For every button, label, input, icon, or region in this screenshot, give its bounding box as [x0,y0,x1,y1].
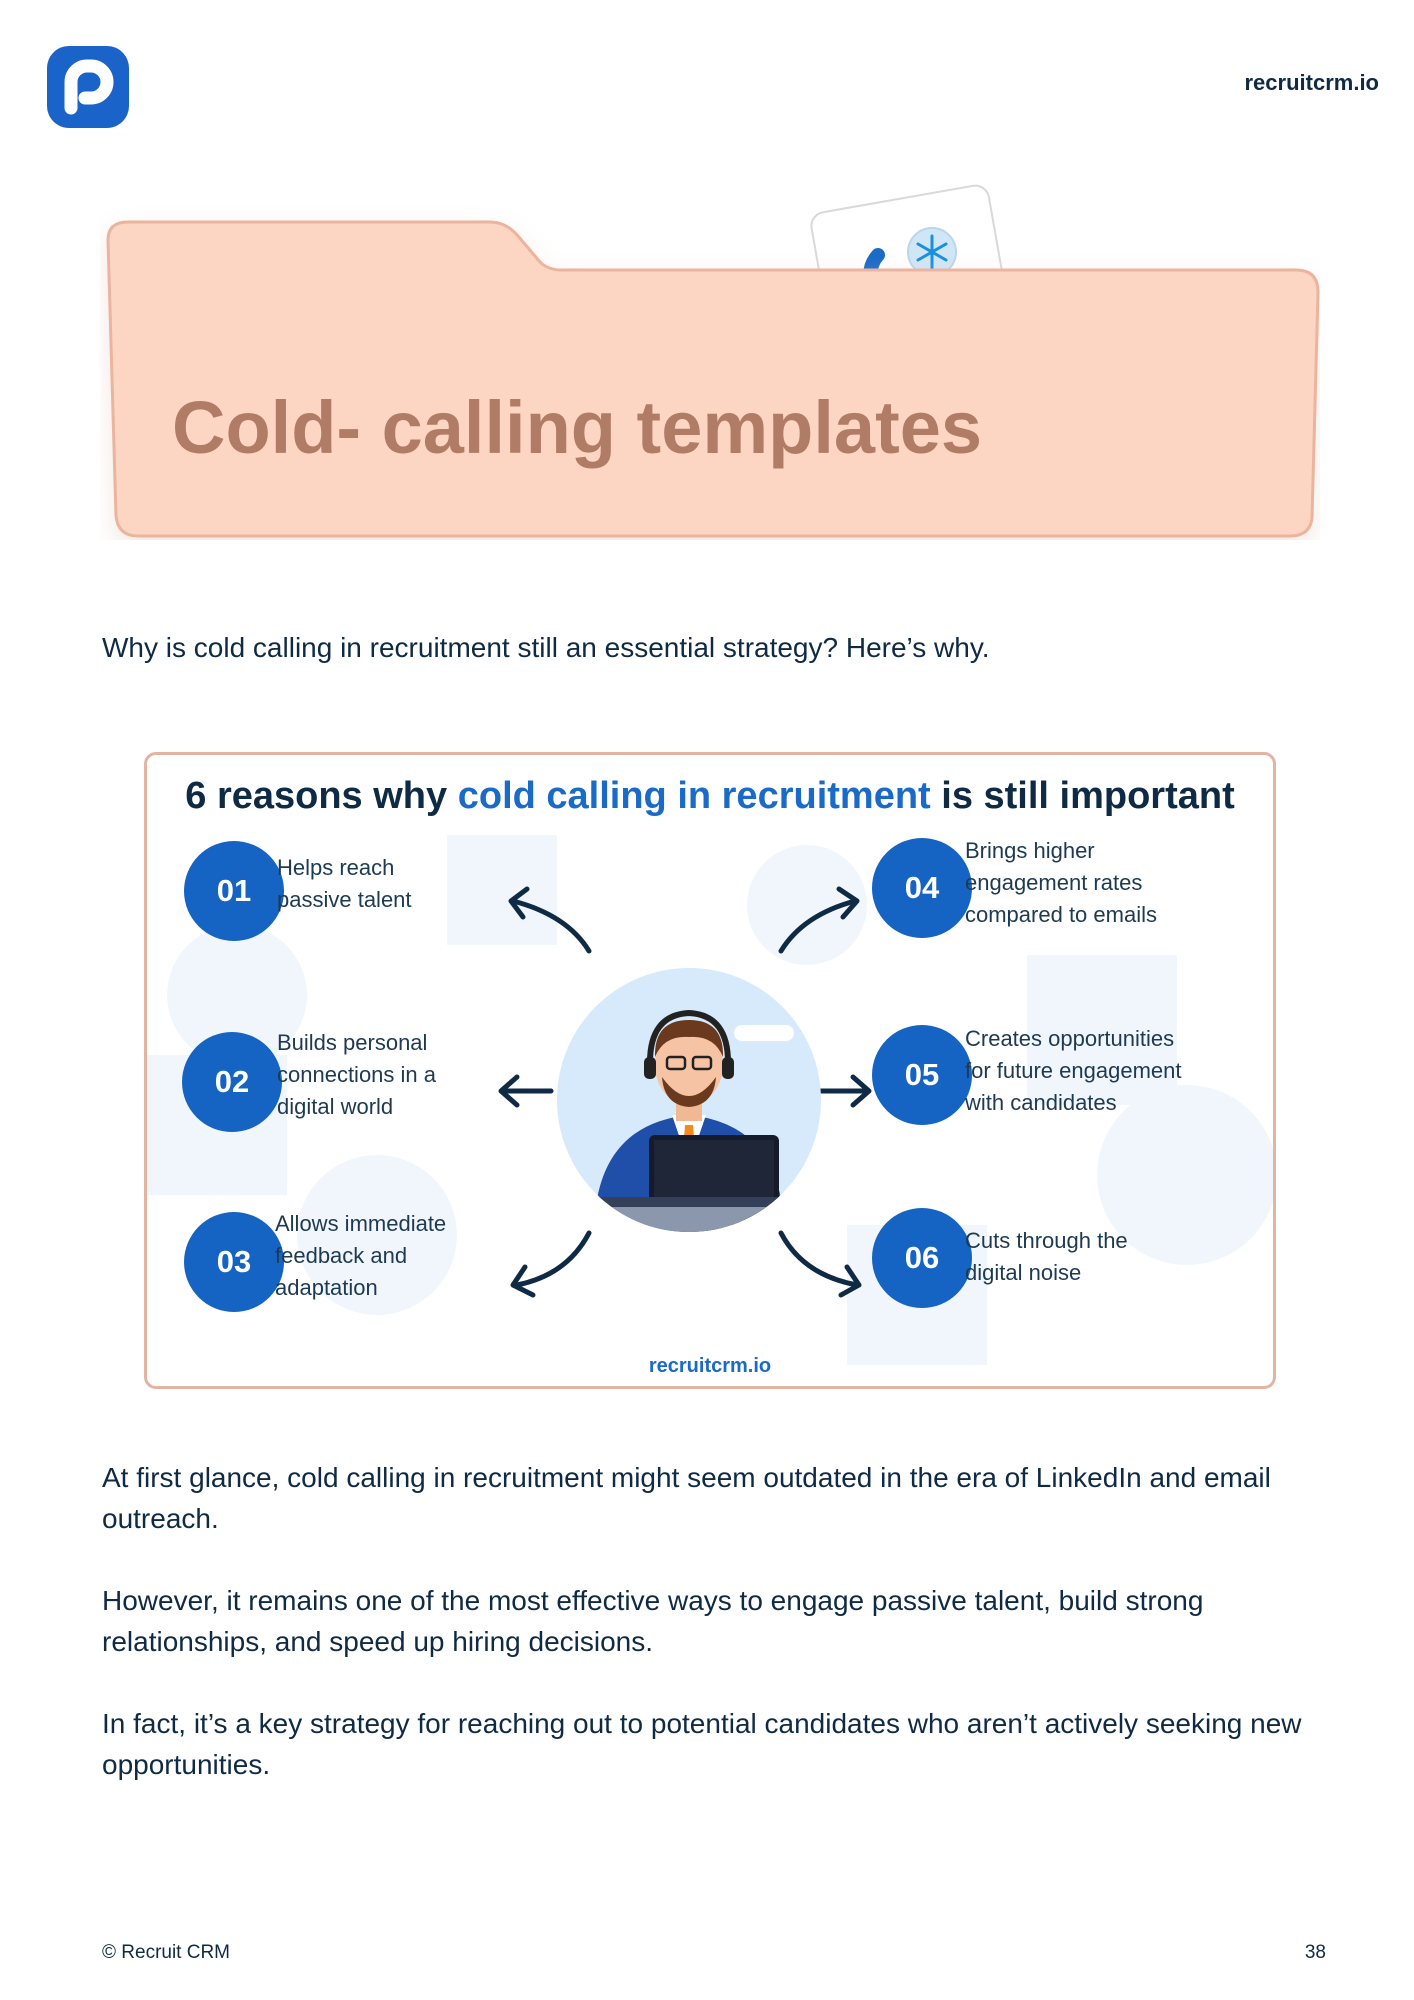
page-title: Cold- calling templates [172,386,983,469]
reason-number-01: 01 [184,841,284,941]
reason-number-04: 04 [872,838,972,938]
reason-text-04: Brings higher engagement rates compared to emails [965,838,1157,927]
intro-text: Why is cold calling in recruitment still an essential strategy? Here’s why. [102,632,990,663]
reason-number-02: 02 [182,1032,282,1132]
footer-copyright: © Recruit CRM [102,1942,231,1963]
reason-number-06: 06 [872,1208,972,1308]
paragraph-1: At first glance, cold calling in recruitment might seem outdated in the era of LinkedIn and email outreach. [102,1462,1271,1534]
arrow-03 [517,1233,589,1285]
paragraph-2: However, it remains one of the most effective ways to engage passive talent, build strong relationships, and speed up hiring decisions. [102,1585,1204,1657]
folder-banner [100,180,1320,540]
site-url: recruitcrm.io [1244,70,1379,95]
arrow-04 [781,901,855,951]
reason-text-03: Allows immediate feedback and adaptation [275,1211,447,1300]
infographic-card [144,752,1276,1389]
arrow-06 [781,1233,857,1285]
reason-text-02: Builds personal connections in a digital world [277,1030,436,1119]
paragraph-3: In fact, it’s a key strategy for reaching out to potential candidates who aren’t actively seeking new opportunities. [102,1708,1302,1780]
reason-number-03: 03 [184,1212,284,1312]
arrow-01 [513,901,589,951]
recruiter-avatar [554,965,824,1235]
page-number: 38 [1304,1942,1326,1963]
infographic-title: 6 reasons why cold calling in recruitment is still important [185,775,1235,817]
reason-text-01: Helps reach passive talent [277,855,412,912]
reason-text-06: Cuts through the digital noise [965,1228,1128,1285]
infographic-brand: recruitcrm.io [648,1355,772,1377]
recruit-crm-logo [47,46,129,128]
reason-number-05: 05 [872,1025,972,1125]
reason-text-05: Creates opportunities for future engagement with candidates [965,1026,1182,1115]
